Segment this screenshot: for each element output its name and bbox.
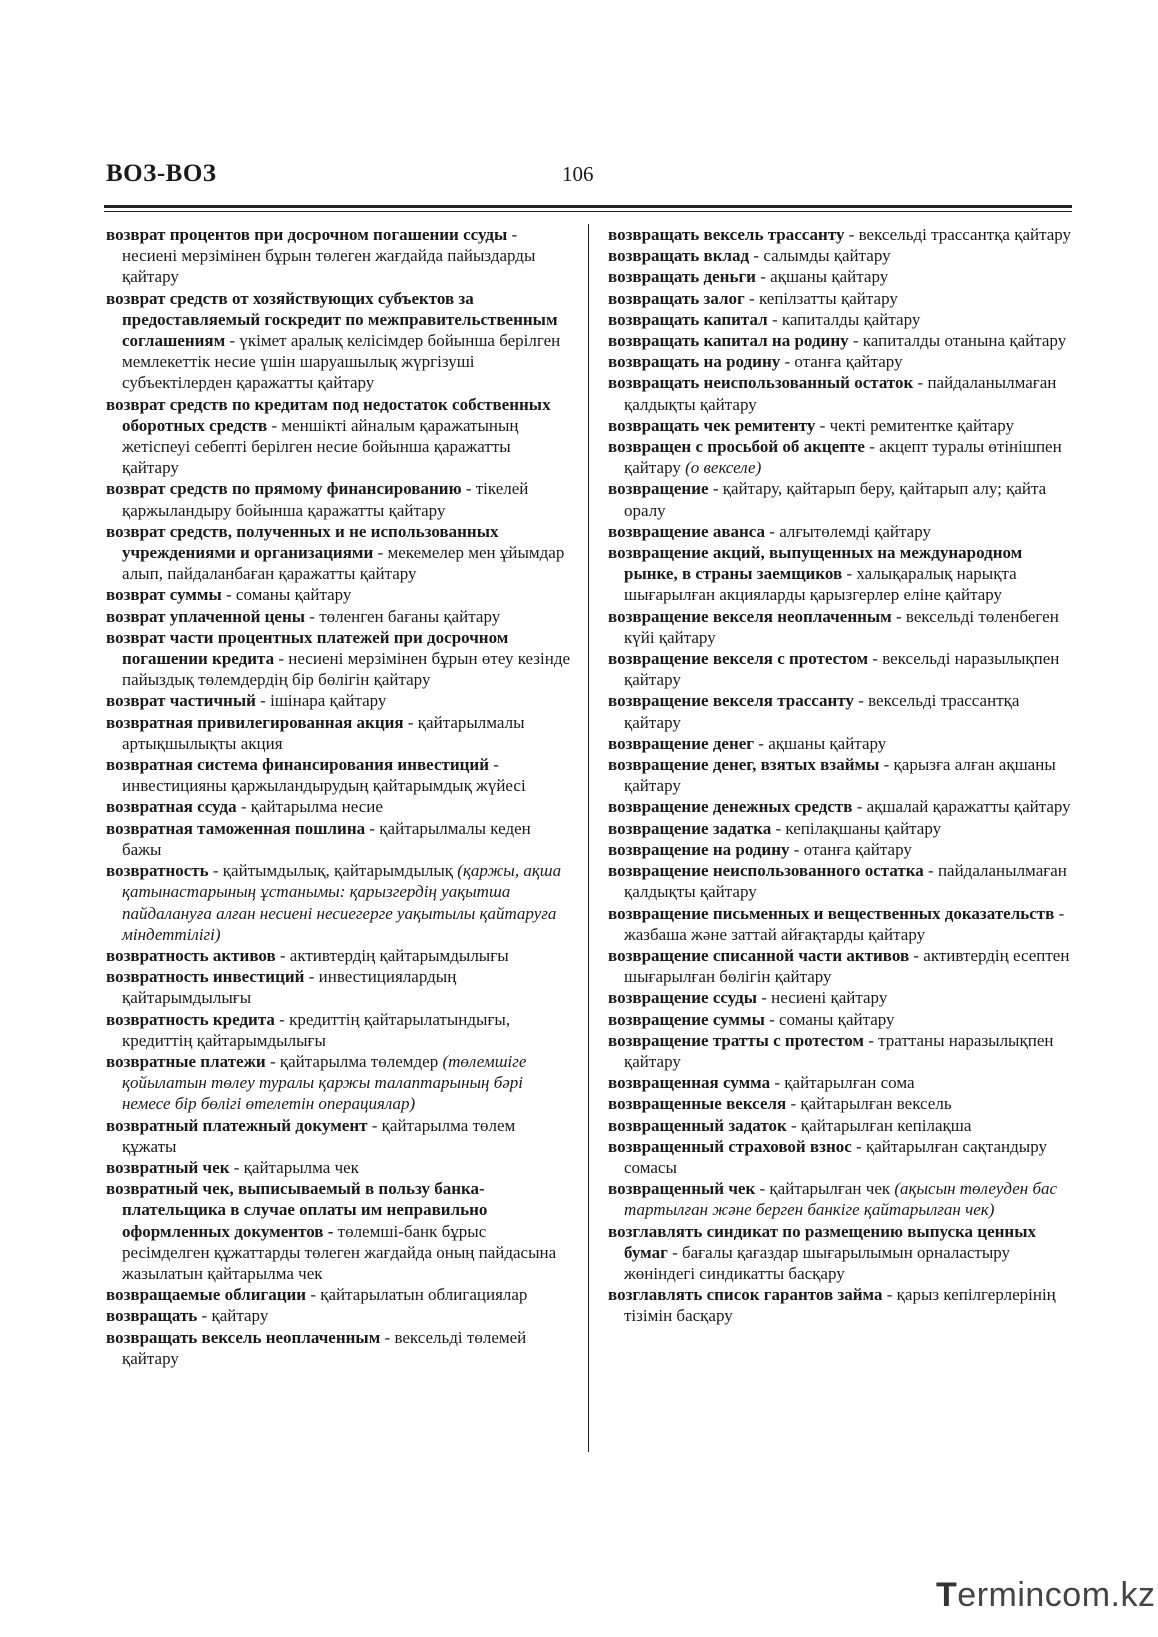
entry-definition: - қайтарылған сақтандыру сомасы xyxy=(624,1136,1047,1177)
dictionary-entry xyxy=(106,1051,571,1115)
dictionary-entry xyxy=(608,521,1073,542)
dictionary-entry xyxy=(106,584,571,605)
header-rule xyxy=(104,205,1072,208)
entry-term: возвратные платежи xyxy=(106,1051,266,1071)
entry-term: возврат части процентных платежей при досрочном погашении кредита xyxy=(106,627,509,669)
column-divider xyxy=(588,224,589,1452)
entry-term: возвращать вексель неоплаченным xyxy=(106,1327,381,1347)
entry-definition: - қайтарылатын облигациялар xyxy=(310,1285,528,1305)
entry-definition: - қайтарылған сома xyxy=(774,1073,915,1093)
dictionary-entry xyxy=(608,733,1073,754)
entry-definition: - соманы қайтару xyxy=(769,1009,895,1029)
header-rule-thin xyxy=(104,211,1072,212)
entry-term: возврат средств от хозяйствующих субъектов за предоставляемый госкредит по межправительственным соглашениям xyxy=(106,288,558,351)
dictionary-entry xyxy=(608,606,1073,648)
entry-definition: - тікелей қаржыландыру бойынша қаражатты қайтару xyxy=(122,479,529,520)
entry-definition: - қайтарылма төлем құжаты xyxy=(122,1115,516,1156)
entry-term: возвращение векселя с протестом xyxy=(608,649,869,669)
entry-term: возвращен с просьбой об акцепте xyxy=(608,437,865,457)
entry-term: возвращение акций, выпущенных на международном рынке, в страны заемщиков xyxy=(608,543,1023,584)
entry-definition: - отанға қайтару xyxy=(784,352,903,372)
dictionary-entry xyxy=(608,648,1073,690)
entry-definition: - мекемелер мен ұйымдар алып, пайдаланбаған қаражатты қайтару xyxy=(122,543,565,584)
entry-term: возвратная система финансирования инвестиций xyxy=(106,755,490,775)
entry-term: возврат суммы xyxy=(106,585,222,605)
dictionary-entry xyxy=(106,690,571,711)
entry-definition: - акцепт туралы өтінішпен қайтару xyxy=(624,437,1062,478)
dictionary-entry xyxy=(608,818,1073,839)
dictionary-entry xyxy=(106,606,571,627)
entry-definition: - капиталды қайтару xyxy=(771,309,921,329)
entry-term: возвращенный страховой взнос xyxy=(608,1136,852,1156)
entry-note: (төлемшіге қойылатын төлеу туралы қаржы талаптарының бәрі немесе бір бөлігі өтелетін операциялар) xyxy=(122,1051,527,1114)
entry-definition: - қайтарылған кепілақша xyxy=(791,1115,972,1135)
dictionary-entry xyxy=(608,1221,1073,1285)
entry-term: возвращение аванса xyxy=(608,521,766,541)
entry-term: возвращение векселя трассанту xyxy=(608,691,854,711)
dictionary-entry xyxy=(608,478,1073,520)
entry-definition: - салымды қайтару xyxy=(753,246,891,266)
dictionary-entry xyxy=(608,330,1073,351)
entry-definition: - вексельді төлемей қайтару xyxy=(122,1327,527,1368)
page-number: 106 xyxy=(562,162,594,186)
entry-definition: - траттаны наразылықпен қайтару xyxy=(624,1030,1054,1071)
dictionary-entry xyxy=(608,245,1073,266)
dictionary-entry xyxy=(106,712,571,754)
entry-term: возвращать капитал xyxy=(608,309,768,329)
dictionary-entry xyxy=(106,860,571,945)
entry-term: возвращать вексель трассанту xyxy=(608,225,845,244)
entry-term: возвращенная сумма xyxy=(608,1073,771,1093)
entry-definition: - қайтарылма төлемдер xyxy=(269,1051,439,1071)
entry-term: возвратность кредита xyxy=(106,1009,275,1029)
entry-definition: - кепілақшаны қайтару xyxy=(775,818,942,838)
dictionary-entry xyxy=(106,1157,571,1178)
entry-term: возвратная таможенная пошлина xyxy=(106,818,366,838)
entry-definition: - вексельді төленбеген күйі қайтару xyxy=(624,606,1059,647)
entry-definition: - қарызға алған ақшаны қайтару xyxy=(624,755,1056,796)
dictionary-entry xyxy=(106,754,571,796)
entry-term: возвращать xyxy=(106,1306,198,1326)
entry-term: возвращение тратты с протестом xyxy=(608,1030,864,1050)
entry-term: возвращенные векселя xyxy=(608,1094,787,1114)
entry-term: возвращение письменных и вещественных доказательств xyxy=(608,903,1055,923)
dictionary-entry xyxy=(608,1009,1073,1030)
dictionary-entry xyxy=(608,1030,1073,1072)
entry-definition: - вексельді трассантқа қайтару xyxy=(624,691,1020,732)
entry-definition: - кредиттің қайтарылатындығы, кредиттің қайтарымдылығы xyxy=(122,1009,511,1050)
dictionary-entry xyxy=(106,478,571,520)
dictionary-entry xyxy=(106,288,571,394)
entry-definition: - қайтарылған вексель xyxy=(790,1094,952,1114)
entry-term: возвратность xyxy=(106,861,209,881)
entry-definition: - инвестициялардың қайтарымдылығы xyxy=(122,967,457,1008)
entry-definition: - капиталды отанына қайтару xyxy=(852,331,1067,351)
entry-term: возврат средств по прямому финансированию xyxy=(106,479,462,499)
entry-term: возвращать вклад xyxy=(608,246,750,266)
entry-definition: - активтердің қайтарымдылығы xyxy=(279,945,509,965)
entry-term: возвращать деньги xyxy=(608,267,756,287)
dictionary-entry xyxy=(106,224,571,288)
entry-term: возвращение xyxy=(608,479,709,499)
entry-term: возвращать залог xyxy=(608,288,745,308)
dictionary-entry xyxy=(608,288,1073,309)
entry-note: (ақысын төлеуден бас тартылған және берген банкіге қайтарылған чек) xyxy=(624,1179,1058,1220)
dictionary-entry xyxy=(106,1009,571,1051)
entry-definition: - ақшаны қайтару xyxy=(760,267,889,287)
entry-definition: - несиені мерзімінен бұрын өтеу кезінде пайыздық төлемдердің бір бөлігін қайтару xyxy=(122,649,571,690)
entry-definition: - қайтарылма чек xyxy=(233,1157,359,1177)
entry-term: возвращать капитал на родину xyxy=(608,331,849,351)
entry-term: возвратный чек, выписываемый в пользу банка-плательщика в случае оплаты им неправильно оформленных документов - xyxy=(106,1179,488,1241)
entry-definition: - үкімет аралық келісімдер бойынша берілген мемлекеттік несие үшін шаруашылық жүргізуші субъектілерден қаражатты қайтару xyxy=(122,331,561,393)
entry-term: возвращать на родину xyxy=(608,352,781,372)
entry-term: возвращать чек ремитенту xyxy=(608,415,816,435)
dictionary-entry xyxy=(106,1178,571,1284)
entry-term: возвращенный задаток xyxy=(608,1115,787,1135)
dictionary-entry xyxy=(608,690,1073,732)
dictionary-entry xyxy=(608,903,1073,945)
entry-definition: - қайтару xyxy=(201,1306,269,1326)
entry-term: возврат уплаченной цены xyxy=(106,606,306,626)
entry-term: возвратный платежный документ xyxy=(106,1115,368,1135)
entry-definition: - халықаралық нарықта шығарылған акцияларды қарызгерлер еліне қайтару xyxy=(624,564,1017,605)
dictionary-entry xyxy=(608,1178,1073,1220)
entry-definition: - пайдаланылмаған қалдықты қайтару xyxy=(624,373,1057,414)
dictionary-entry xyxy=(608,1115,1073,1136)
entry-definition: - соманы қайтару xyxy=(225,585,352,605)
entry-definition: - қайтарылмалы артықшылықты акция xyxy=(122,712,525,753)
dictionary-entry xyxy=(608,1093,1073,1114)
dictionary-entry xyxy=(106,796,571,817)
entry-term: возглавлять список гарантов займа xyxy=(608,1285,883,1305)
entry-note: (қаржы, ақша қатынастарының ұстанымы: қарызгердің уақытша пайдалануға алған несиені несиегерге уақытылы қайтаруға міндеттілігі) xyxy=(122,861,562,944)
dictionary-entry xyxy=(106,1327,571,1369)
dictionary-entry xyxy=(608,309,1073,330)
entry-definition: - ішінара қайтару xyxy=(260,691,387,711)
entry-term: возврат средств, полученных и не использованных учреждениями и организациями xyxy=(106,521,499,563)
right-column xyxy=(608,224,1073,1327)
dictionary-entry xyxy=(106,1115,571,1157)
dictionary-entry xyxy=(608,542,1073,606)
entry-term: возвращать неиспользованный остаток xyxy=(608,373,914,393)
entry-term: возвращение денег, взятых взаймы xyxy=(608,755,880,775)
entry-term: возврат процентов при досрочном погашении ссуды xyxy=(106,225,508,244)
entry-definition: - чекті ремитентке қайтару xyxy=(819,415,1014,435)
dictionary-entry xyxy=(106,966,571,1008)
dictionary-entry xyxy=(608,945,1073,987)
entry-definition: - алғытөлемді қайтару xyxy=(769,521,931,541)
entry-definition: - несиені қайтару xyxy=(761,988,888,1008)
entry-term: возвращение неиспользованного остатка xyxy=(608,861,924,881)
entry-term: возвратная ссуда xyxy=(106,797,237,817)
dictionary-entry xyxy=(608,351,1073,372)
entry-definition: - төленген бағаны қайтару xyxy=(309,606,501,626)
dictionary-entry xyxy=(106,1305,571,1326)
dictionary-entry xyxy=(106,1284,571,1305)
dictionary-entry xyxy=(106,394,571,479)
entry-term: возвращение денежных средств xyxy=(608,797,853,817)
dictionary-entry xyxy=(608,415,1073,436)
entry-term: возвратность инвестиций xyxy=(106,967,305,987)
entry-definition: төлемші-банк бұрыс ресімделген құжаттарды төлеген жағдайда оның пайдасына жазылатын қайтарылма чек xyxy=(122,1221,557,1283)
site-logo: Termincom.kz xyxy=(936,1576,1156,1614)
dictionary-entry xyxy=(608,860,1073,902)
entry-definition: - қайтарылған чек xyxy=(759,1179,891,1199)
entry-definition: - қайтару, қайтарып беру, қайтарып алу; қайта оралу xyxy=(624,479,1047,520)
entry-note: (о векселе) xyxy=(685,458,762,478)
entry-definition: - ақшаны қайтару xyxy=(758,733,887,753)
dictionary-entry xyxy=(608,1136,1073,1178)
entry-definition: - қайтарылма несие xyxy=(240,797,383,817)
entry-definition: - бағалы қағаздар шығарылымын орналастыру жөніндегі синдикатты басқару xyxy=(624,1242,1011,1283)
entry-term: возвращение векселя неоплаченным xyxy=(608,606,892,626)
running-header: ВОЗ-ВОЗ xyxy=(106,160,217,187)
entry-term: возвращаемые облигации xyxy=(106,1285,307,1305)
dictionary-entry xyxy=(608,436,1073,478)
entry-term: возврат средств по кредитам под недостаток собственных оборотных средств xyxy=(106,394,551,435)
dictionary-entry xyxy=(106,945,571,966)
entry-term: возвратность активов xyxy=(106,945,276,965)
entry-definition: - несиені мерзімінен бұрын төлеген жағдайда пайыздарды қайтару xyxy=(122,225,536,287)
dictionary-entry xyxy=(608,266,1073,287)
entry-term: возвращение списанной части активов xyxy=(608,945,910,965)
entry-term: возвращение на родину xyxy=(608,839,790,859)
entry-definition: - ақшалай қаражатты қайтару xyxy=(856,797,1071,817)
dictionary-entry xyxy=(608,372,1073,414)
entry-definition: - қайтарылмалы кеден бажы xyxy=(122,818,531,859)
dictionary-entry xyxy=(608,754,1073,796)
dictionary-entry xyxy=(608,224,1073,245)
entry-definition: - активтердің есептен шығарылған бөлігін қайтару xyxy=(624,945,1070,987)
entry-definition: - отанға қайтару xyxy=(793,839,912,859)
entry-definition: - пайдаланылмаған қалдықты қайтару xyxy=(624,861,1067,902)
entry-term: возвратный чек xyxy=(106,1157,230,1177)
entry-term: возглавлять синдикат по размещению выпуска ценных бумаг xyxy=(608,1221,1037,1262)
entry-term: возвращенный чек xyxy=(608,1179,756,1199)
entry-definition: - меншікті айналым қаражатының жетіспеуі себепті берілген несие бойынша қаражатты қайтару xyxy=(122,415,519,478)
dictionary-entry xyxy=(106,818,571,860)
dictionary-entry xyxy=(608,1284,1073,1326)
dictionary-entry xyxy=(106,627,571,691)
dictionary-entry xyxy=(106,521,571,585)
entry-definition: - қайтымдылық, қайтарымдылық xyxy=(212,861,454,881)
entry-term: возвращение денег xyxy=(608,733,755,753)
entry-term: возвращение ссуды xyxy=(608,988,757,1008)
entry-definition: - вексельді наразылықпен қайтару xyxy=(624,649,1060,690)
dictionary-entry xyxy=(608,796,1073,817)
dictionary-entry xyxy=(608,987,1073,1008)
entry-term: возвращение суммы xyxy=(608,1009,765,1029)
entry-term: возвратная привилегированная акция xyxy=(106,712,404,732)
entry-definition: - вексельді трассантқа қайтару xyxy=(848,225,1072,244)
entry-term: возврат частичный xyxy=(106,691,256,711)
entry-definition: - қарыз кепілгерлерінің тізімін басқару xyxy=(624,1285,1056,1326)
dictionary-entry xyxy=(608,839,1073,860)
entry-definition: - жазбаша және заттай айғақтарды қайтару xyxy=(624,903,1065,944)
dictionary-entry xyxy=(608,1072,1073,1093)
left-column xyxy=(106,224,571,1369)
entry-term: возвращение задатка xyxy=(608,818,772,838)
entry-definition: - инвестицияны қаржыландырудың қайтарымдық жүйесі xyxy=(122,755,526,796)
entry-definition: - кепілзатты қайтару xyxy=(749,288,898,308)
